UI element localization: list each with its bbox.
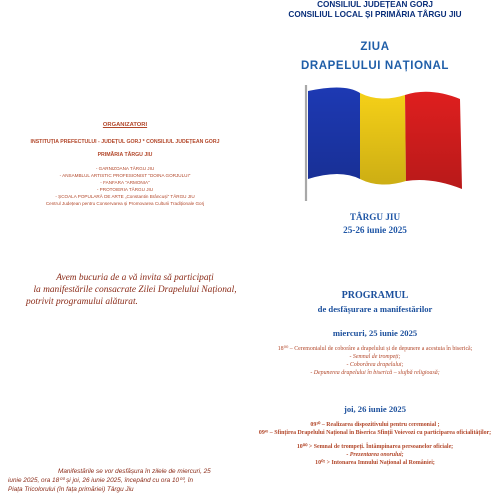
day1-event-2: - Semnal de trompeți;	[349, 354, 401, 360]
day1-events	[255, 345, 495, 377]
footer-line-2: iunie 2025, ora 18⁰⁰ și joi, 26 iunie 2025, începând cu ora 10⁰⁰, în	[8, 477, 194, 484]
day1-event-1: 18⁰⁰ – Ceremonialul de coborâre a drapelului și de depunere a acestuia în biserică;	[277, 346, 473, 352]
header-line-1: CONSILIUL JUDEȚEAN GORJ	[317, 0, 433, 9]
day1-label: miercuri, 25 iunie 2025	[332, 328, 418, 338]
title-line-1: ZIUA	[360, 41, 390, 53]
organizer-item: - PROTOIERIA TÂRGU JIU	[96, 187, 154, 192]
invitation-line-1: Avem bucuria de a vă invita să participați	[56, 273, 214, 283]
day1-event-3: - Coborârea drapelului;	[346, 362, 404, 368]
footer-line-1: Manifestările se vor desfășura în zilele de miercuri, 25	[58, 468, 211, 475]
day1-event-4: - Depunerea drapelului în biserică – slujbă religioasă;	[310, 370, 440, 376]
organizer-item: - ANSAMBLUL ARTISTIC PROFESIONIST "DOINA GORJULUI"	[59, 173, 191, 178]
invitation-text	[20, 272, 250, 308]
invitation-line-3: potrivit programului alăturat.	[26, 297, 138, 307]
organizer-item: - FANFARA "ARMONIA"	[100, 180, 150, 185]
footer-line-3: Piața Tricolorului (în fața primăriei) Târgu Jiu	[8, 486, 134, 493]
location-dates: 25-26 iunie 2025	[343, 225, 407, 235]
organizer-item: - ȘCOALA POPULARĂ DE ARTE „Constantin Brâncuși" TÂRGU JIU	[55, 194, 195, 199]
invitation-line-2: la manifestările consacrate Zilei Drapelului Național,	[33, 285, 237, 295]
day2-event-3: 10⁰⁰ > Semnal de trompeți. Întâmpinarea persoanelor oficiale;	[296, 444, 454, 450]
organizer-item: Centrul Județean pentru Conservarea și Promovarea Culturii Tradiționale Gorj	[45, 201, 205, 206]
organizers-list	[0, 165, 250, 207]
header-line-2: CONSILIUL LOCAL ȘI PRIMĂRIA TÂRGU JIU	[288, 10, 462, 19]
organizers-main: INSTITUȚIA PREFECTULUI - JUDEȚUL GORJ * CONSILIUL JUDEȚEAN GORJ	[30, 139, 220, 145]
footer-note	[8, 467, 248, 494]
day2-event-4: - Prezentarea onorului;	[346, 452, 404, 458]
day2-label: joi, 26 iunie 2025	[343, 404, 407, 414]
program-title: PROGRAMUL	[341, 290, 409, 301]
organizers-primaria: PRIMĂRIA TÂRGU JIU	[97, 152, 153, 158]
program-subtitle: de desfășurare a manifestărilor	[317, 304, 433, 314]
location-city: TÂRGU JIU	[349, 212, 401, 222]
day2-events	[255, 421, 495, 467]
day2-event-1: 09³⁰ – Realizarea dispozitivului pentru ceremonial ;	[310, 422, 440, 428]
organizers-title: ORGANIZATORI	[102, 122, 148, 128]
organizer-item: - GARNIZOANA TÂRGU JIU	[95, 166, 155, 171]
day2-event-5: 10⁰² > Intonarea Imnului Național al României;	[315, 460, 435, 466]
day2-event-2: 09⁴⁵ – Sfințirea Drapelului Național în Biserica Sfinții Voievozi cu participarea oficialităților;	[258, 430, 492, 436]
romanian-flag-image	[300, 83, 470, 203]
title-line-2: DRAPELULUI NAȚIONAL	[300, 60, 450, 72]
